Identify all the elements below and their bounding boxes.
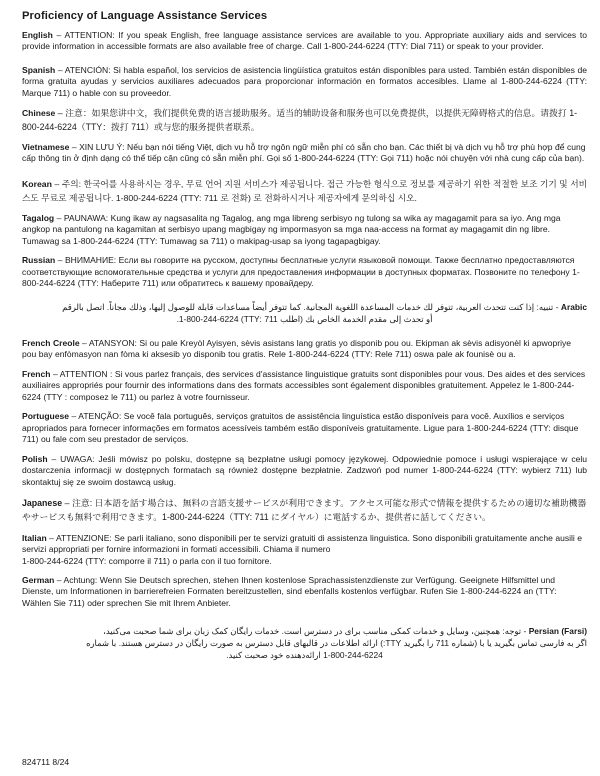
language-block-korean: [22, 177, 587, 205]
language-label-italian: Italian: [22, 532, 47, 543]
persian-line-2: اگر به فارسی تماس بگیرید یا با (شماره 711 را بگیرید TTY:) ارائه اطلاعات در قالبهای قابل دسترس به صورت رایگان در دسترس هستند. با شماره: [86, 638, 587, 649]
language-block-italian: [22, 533, 587, 567]
language-body-portuguese: ATENÇÃO: Se você fala português, serviços gratuitos de assistência linguística estão disponíveis para você. Auxílios e serviços apropriados para fornecer informações em formatos acessíveis também estão disponíveis gratuitamente. Ligue para 1-800-244-6224 (TTY: disque 711) ou fale com seu prestador de serviços.: [22, 411, 579, 445]
language-body-italian-line-2: 1-800-244-6224 (TTY: comporre il 711) o parla con il tuo fornitore.: [22, 555, 272, 566]
language-label-french: French: [22, 368, 51, 379]
footer-document-code: 824711 8/24: [22, 756, 70, 767]
separator-arabic: -: [553, 301, 561, 312]
language-body-korean: 주의: 한국어를 사용하시는 경우, 무료 언어 지원 서비스가 제공됩니다. 접근 가능한 형식으로 정보를 제공하기 위한 적절한 보조 기기 및 서비스도 무료로 제공됩니다. 1-800-244-6224 (TTY: 711 로 전화) 로 전화하시거나 제공자에게 문의하십 시오.: [22, 178, 587, 203]
separator-german: –: [54, 574, 64, 585]
page-title: Proficiency of Language Assistance Services: [22, 10, 268, 22]
language-label-tagalog: Tagalog: [22, 212, 55, 223]
separator-persian: -: [521, 626, 529, 637]
language-block-polish: [22, 454, 587, 488]
language-block-english: [22, 30, 587, 53]
separator-spanish: –: [55, 64, 65, 75]
arabic-line-1: [22, 302, 587, 314]
separator-english: –: [52, 30, 65, 40]
language-label-vietnamese: Vietnamese: [22, 141, 70, 152]
language-body-japanese: 注意: 日本語を話す場合は、無料の言語支援サービスが利用できます。アクセス可能な形式で情報を提供するための適切な補助機器やサービスも無料で利用できます。1-800-244-6224（TTY: 711 にダイヤル）に電話するか、提供者に話してください。: [22, 498, 587, 523]
language-label-spanish: Spanish: [22, 64, 56, 75]
persian-line-3: 1-800-244-6224 ارائه‌دهنده خود صحبت کنید.: [226, 650, 383, 661]
separator-russian: –: [55, 255, 65, 266]
language-label-german: German: [22, 574, 55, 585]
language-body-italian: ATTENZIONE: Se parli italiano, sono disponibili per te servizi gratuiti di assistenza linguistica. Sono disponibili gratuitamente anche ausili e servizi appropriati per fornire informazioni in formati accessibili. Chiama il numero: [22, 532, 583, 555]
persian-body-line-1: توجه: همچنین، وسایل و خدمات کمکی مناسب برای در دسترس است. خدمات رایگان کمک زبان برای شما صحبت می‌کنید،: [103, 626, 522, 637]
language-block-arabic: [22, 302, 587, 326]
language-block-german: [22, 575, 587, 609]
language-block-tagalog: [22, 213, 587, 247]
language-label-japanese: Japanese: [22, 498, 63, 509]
language-block-portuguese: [22, 411, 587, 445]
language-label-arabic: Arabic: [560, 301, 587, 312]
language-label-polish: Polish: [22, 453, 48, 464]
language-label-french-creole: French Creole: [22, 337, 80, 348]
language-body-vietnamese: XIN LƯU Ý: Nếu bạn nói tiếng Việt, dịch vụ hỗ trợ ngôn ngữ miễn phí có sẵn cho bạn. Các thiết bị và dịch vụ hỗ trợ phù hợp để cung cấp thông tin ở định dạng có thể tiếp cận cũng có sẵn miễn phí. Gọi số 1-800-244-6224 (TTY: Gọi 711) hoặc nói chuyện với nhà cung cấp của bạn).: [22, 141, 586, 164]
language-block-chinese: [22, 107, 587, 133]
language-body-spanish: ATENCIÓN: Si habla español, los servicios de asistencia lingüística gratuitos están disponibles para usted. También están disponibles de forma gratuita ayudas y servicios auxiliares adecuados para proporcionar información en formatos accesibles. Llame al 1-800-244-6224 (TTY: Marque 711) o hable con su proveedor.: [22, 64, 588, 98]
arabic-body-line-1: تنبيه: إذا كنت تتحدث العربية، تتوفر لك خدمات المساعدة اللغوية المجانية. كما تتوفر أيضاً مساعدات قابلة للوصول إليها، وذلك مجاناً. اتصل بالرقم: [62, 301, 554, 312]
language-block-spanish: [22, 65, 587, 99]
language-label-persian: Persian (Farsi): [528, 626, 587, 637]
separator-tagalog: –: [54, 212, 64, 223]
separator-french-creole: –: [79, 337, 89, 348]
language-label-english: English: [22, 30, 53, 40]
language-label-russian: Russian: [22, 255, 56, 266]
separator-italian: –: [46, 532, 56, 543]
separator-japanese: –: [62, 498, 73, 509]
separator-korean: –: [51, 178, 62, 189]
language-block-russian: [22, 255, 587, 289]
language-body-german: Achtung: Wenn Sie Deutsch sprechen, stehen Ihnen kostenlose Sprachassistenzdienste zur Verfügung. Geeignete Hilfsmittel und Dienste, um Informationen in barrierefreien Formaten bereitzustellen, sind ebenfalls kostenlos verfügbar. Rufen Sie 1-800-244-6224 an (TTY: Wählen Sie 711) oder sprechen Sie mit Ihrem Anbieter.: [22, 574, 557, 608]
language-body-french: ATTENTION : Si vous parlez français, des services d'assistance linguistique gratuits sont disponibles pour vous. Des aides et des services auxiliaires appropriés pour fournir des informations dans des formats accessibles sont également disponibles gratuitement. Appelez le 1-800-244-6224 (TTY : composez le 711) ou parlez à votre fournisseur.: [22, 368, 586, 402]
language-body-french-creole: ATANSYON: Si ou pale Kreyòl Ayisyen, sèvis asistans lang gratis yo disponib pou ou. Ekipman ak sèvis adisyonèl ki apwopriye pou bay enfòmasyon nan fòma ki aksesib yo disponib tou gratis. Rele 1-800-244-6224 (TTY: Rele 711) oswa pale ak founisè ou a.: [22, 337, 572, 360]
separator-vietnamese: –: [69, 141, 80, 152]
language-body-chinese: 注意：如果您讲中文，我们提供免费的语言援助服务。适当的辅助设备和服务也可以免费提供，以提供无障碍格式的信息。请拨打 1-800-244-6224（TTY：拨打 711）或与您的服务提供者联系。: [22, 108, 578, 132]
arabic-line-2: أو تحدث إلى مقدم الخدمة الخاص بك (اطلب 711 :TTY) 1-800-244-6224.: [176, 313, 433, 324]
separator-portuguese: –: [69, 411, 79, 422]
language-block-french-creole: [22, 338, 587, 361]
language-label-chinese: Chinese: [22, 108, 56, 119]
block-spacer: [22, 617, 587, 626]
language-body-english: ATTENTION: If you speak English, free language assistance services are available to you. Appropriate auxiliary aids and services to provide information in accessible formats are also available free of charge. Call 1-800-244-6224 (TTY: Dial 711) or speak to your provider.: [22, 30, 588, 52]
separator-chinese: –: [55, 108, 66, 119]
language-block-vietnamese: [22, 142, 587, 165]
separator-french: –: [50, 368, 60, 379]
language-block-persian: [22, 626, 587, 662]
language-block-french: [22, 369, 587, 403]
language-label-korean: Korean: [22, 178, 52, 189]
persian-line-1: [22, 626, 587, 638]
separator-polish: –: [47, 453, 61, 464]
language-body-polish: UWAGA: Jeśli mówisz po polsku, dostępne są bezpłatne usługi pomocy językowej. Odpowiednie pomoce i usługi wspierające w celu dostarczenia informacji w dostępnych formatach są również dostępne bezpłatnie. Zadzwoń pod numer 1-800-244-6224 (TTY: wybierz 711) lub skontaktuj się ze swoim dostawcą usług.: [22, 453, 588, 487]
language-body-tagalog: PAUNAWA: Kung ikaw ay nagsasalita ng Tagalog, ang mga libreng serbisyo ng tulong sa wika ay magagamit para sa iyo. Ang mga angkop na pantulong na kagamitan at serbisyo upang magbigay ng impormasyon sa mga naa-access na format ay magagamit din ng libre. Tumawag sa 1-800-244-6224 (TTY: Tumawag sa 711) o makipag-usap sa iyong tagapagbigay.: [22, 212, 561, 246]
language-body-russian: ВНИМАНИЕ: Если вы говорите на русском, доступны бесплатные услуги языковой помощи. Также бесплатно предоставляются соответствующие вспомогательные средства и услуги для предоставления информации в доступных форматах. Позвоните по телефону 1-800-244-6224 (TTY: Наберите 711) или обратитесь к вашему провайдеру.: [22, 255, 580, 289]
language-block-japanese: [22, 496, 587, 525]
language-label-portuguese: Portuguese: [22, 411, 70, 422]
